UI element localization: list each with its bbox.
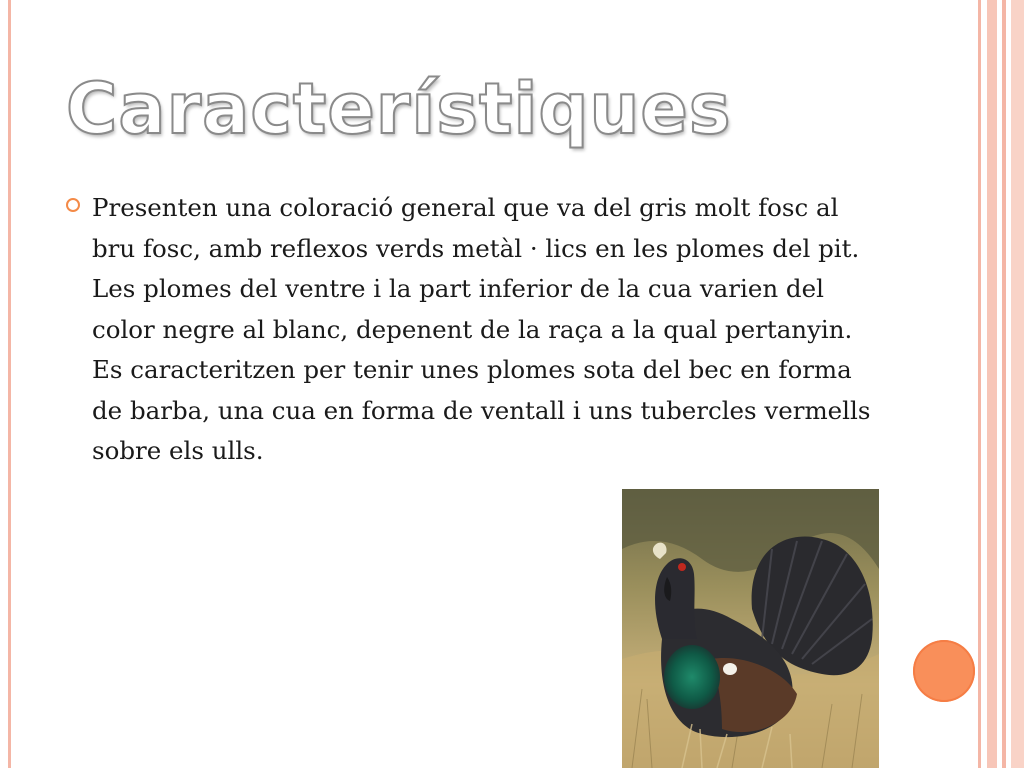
decorative-orange-circle xyxy=(913,640,975,702)
capercaillie-photo xyxy=(622,489,879,768)
bullet-list xyxy=(62,188,872,472)
stripe xyxy=(978,0,981,768)
stripe xyxy=(1002,0,1006,768)
circle-bullet-icon xyxy=(66,198,80,212)
bullet-text: Presenten una coloració general que va del gris molt fosc al bru fosc, amb reflexos verds metàl · lics en les plomes del pit. Les plomes del ventre i la part inferior de la cua varien del color negre al blanc, depenent de la raça a la qual pertanyin. Es caracteritzen per tenir unes plomes sota del bec en forma de barba, una cua en forma de ventall i uns tubercles vermells sobre els ulls. xyxy=(92,193,871,465)
stripe xyxy=(987,0,997,768)
slide-title: Característiques xyxy=(66,68,732,150)
stripe xyxy=(1011,0,1024,768)
bullet-item xyxy=(62,188,872,472)
capercaillie-bird-image xyxy=(622,489,879,768)
decorative-stripes xyxy=(978,0,1024,768)
